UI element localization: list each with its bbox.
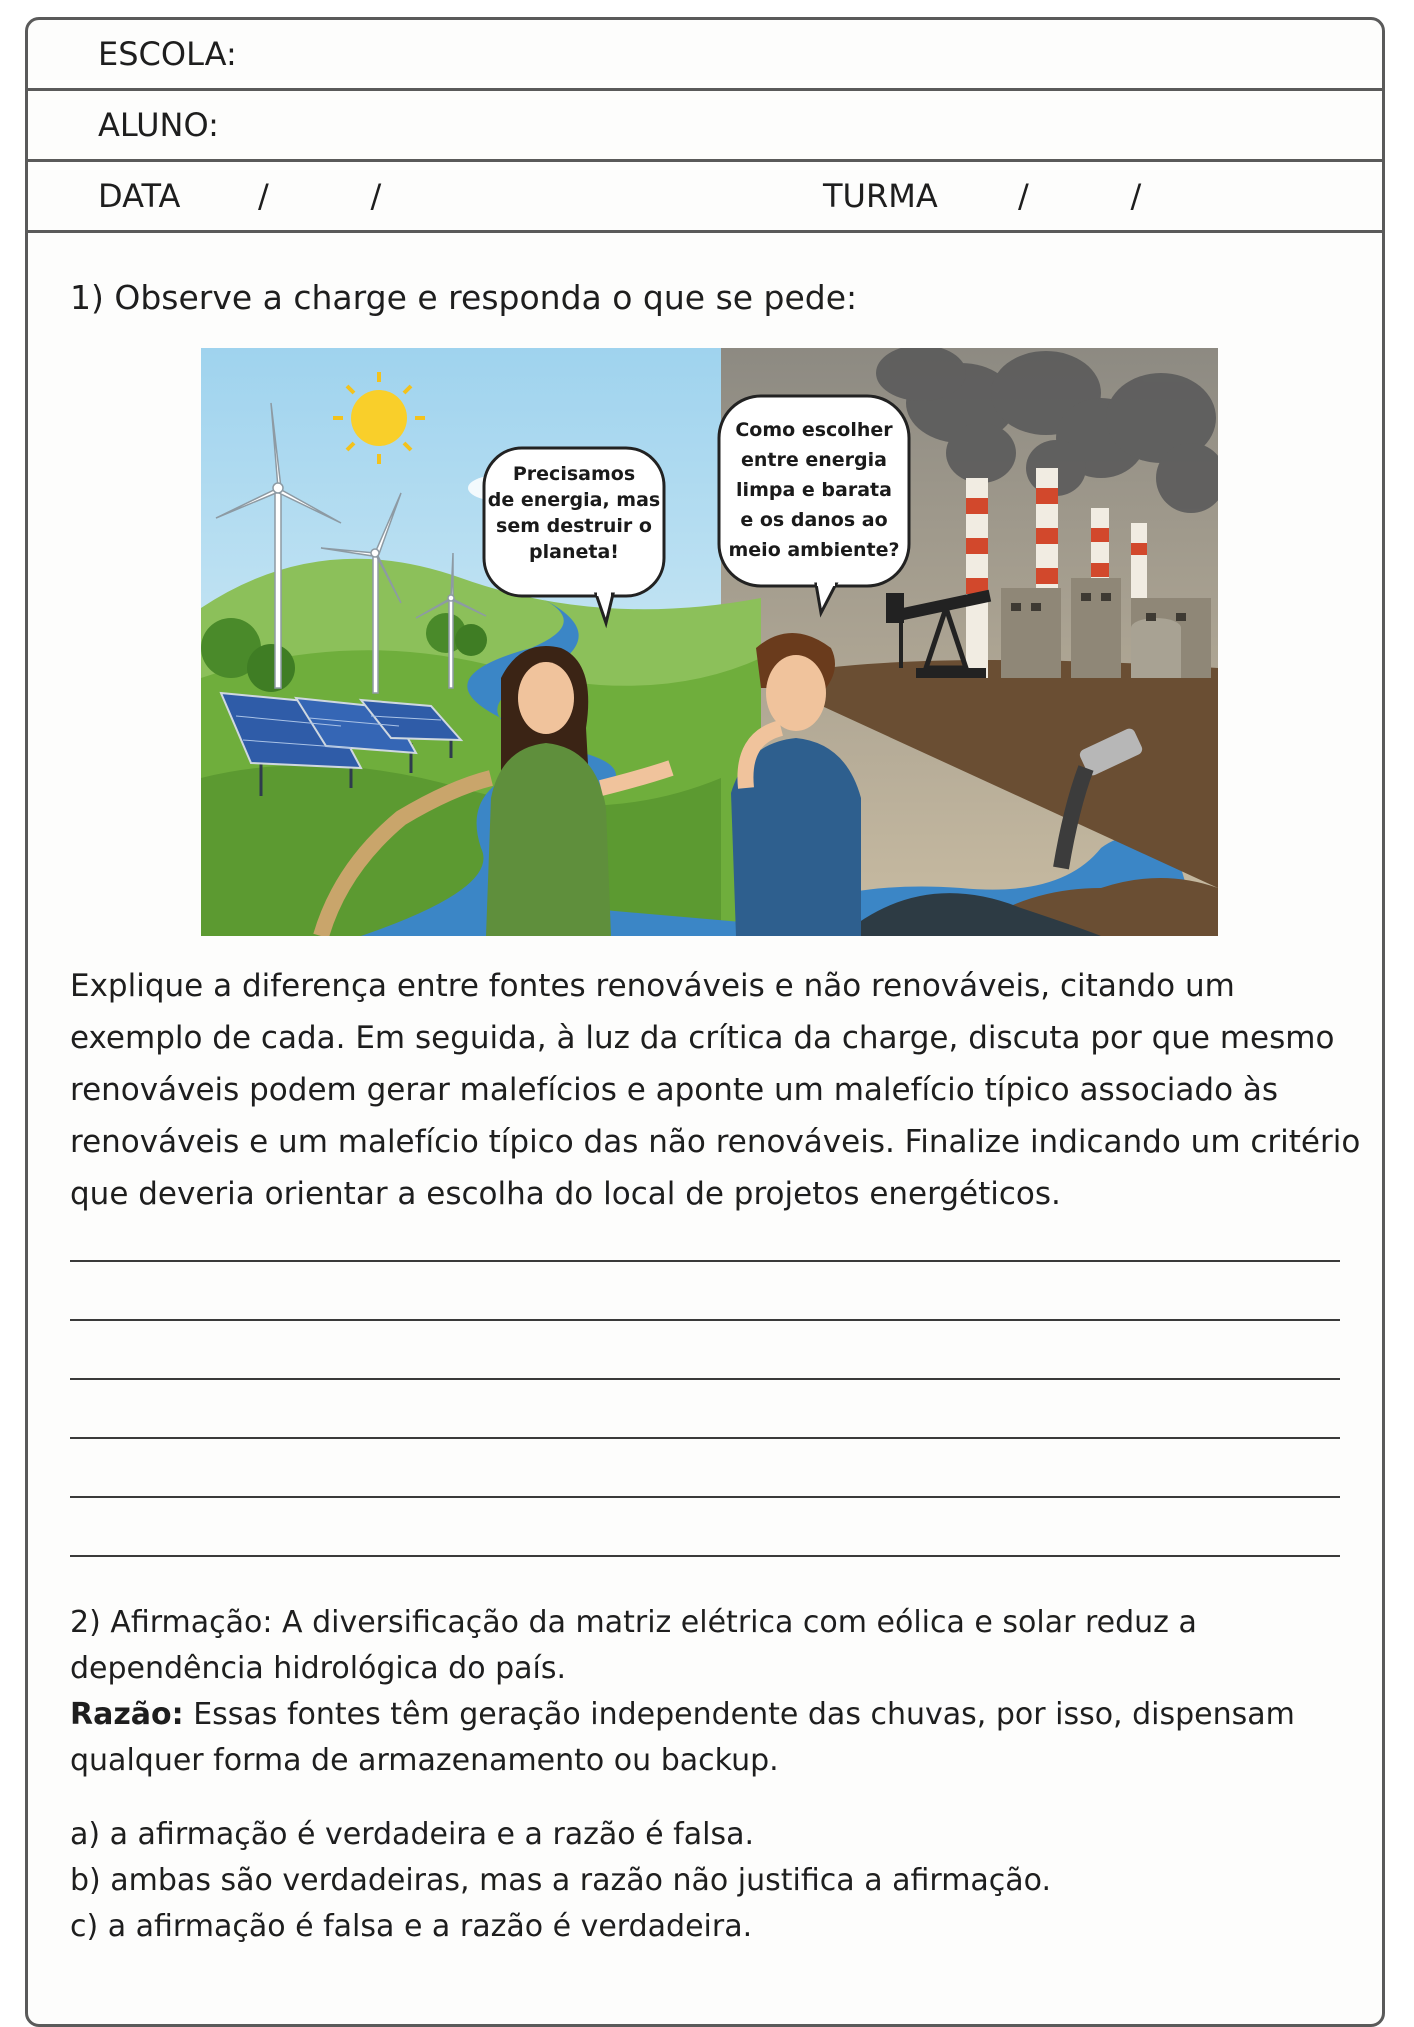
- class-label: TURMA: [823, 177, 938, 215]
- answer-line[interactable]: [70, 1437, 1340, 1439]
- instruction-line: exemplo de cada. Em seguida, à luz da crítica da charge, discuta por que mesmo: [70, 1020, 1335, 1056]
- question-2: [70, 1600, 1360, 1950]
- worksheet: [25, 17, 1385, 2027]
- class-slashes: / /: [1018, 177, 1142, 215]
- answer-line[interactable]: [70, 1260, 1340, 1262]
- bubble-right-line-4: e os danos ao: [740, 509, 888, 531]
- answer-line[interactable]: [70, 1496, 1340, 1498]
- option-a[interactable]: a) a afirmação é verdadeira e a razão é falsa.: [70, 1817, 755, 1852]
- statement-line: 2) Afirmação: A diversificação da matriz elétrica com eólica e solar reduz a: [70, 1605, 1197, 1640]
- option-b[interactable]: b) ambas são verdadeiras, mas a razão não justifica a afirmação.: [70, 1863, 1052, 1898]
- bubble-left-line-3: sem destruir o: [496, 515, 652, 537]
- answer-line[interactable]: [70, 1319, 1340, 1321]
- date-class-row: [28, 162, 1382, 233]
- bubble-left-line-1: Precisamos: [512, 463, 636, 485]
- date-label: DATA: [98, 177, 181, 215]
- answer-line[interactable]: [70, 1555, 1340, 1557]
- student-label: ALUNO:: [98, 106, 219, 144]
- reason-label: Razão:: [70, 1697, 184, 1732]
- question-1-prompt: 1) Observe a charge e responda o que se pede:: [70, 278, 858, 317]
- reason-line: [70, 1692, 1360, 1738]
- student-row: [28, 91, 1382, 162]
- instruction-line: Explique a diferença entre fontes renováveis e não renováveis, citando um: [70, 968, 1235, 1004]
- instruction-line: renováveis e um malefício típico das não renováveis. Finalize indicando um critério: [70, 1124, 1361, 1160]
- reason-text: Essas fontes têm geração independente das chuvas, por isso, dispensam: [183, 1697, 1295, 1732]
- bubble-left-line-2: de energia, mas: [487, 489, 661, 511]
- question-1-instructions: [70, 960, 1361, 1220]
- instruction-line: renováveis podem gerar malefícios e aponte um malefício típico associado às: [70, 1072, 1279, 1108]
- bubble-right-line-5: meio ambiente?: [728, 539, 900, 561]
- cartoon-image: [201, 348, 1218, 936]
- bubble-right-line-1: Como escolher: [735, 419, 893, 441]
- bubble-left-line-4: planeta!: [529, 541, 619, 563]
- date-slashes: / /: [258, 177, 382, 215]
- instruction-line: que deveria orientar a escolha do local de projetos energéticos.: [70, 1176, 1061, 1212]
- bubble-right-line-3: limpa e barata: [736, 479, 892, 501]
- reason-line: qualquer forma de armazenamento ou backup.: [70, 1743, 779, 1778]
- bubble-right-line-2: entre energia: [741, 449, 887, 471]
- answer-line[interactable]: [70, 1378, 1340, 1380]
- school-label: ESCOLA:: [98, 35, 237, 73]
- school-row: [28, 20, 1382, 91]
- speech-bubble-right: [719, 396, 909, 613]
- statement-line: dependência hidrológica do país.: [70, 1651, 567, 1686]
- option-c[interactable]: c) a afirmação é falsa e a razão é verdadeira.: [70, 1909, 753, 1944]
